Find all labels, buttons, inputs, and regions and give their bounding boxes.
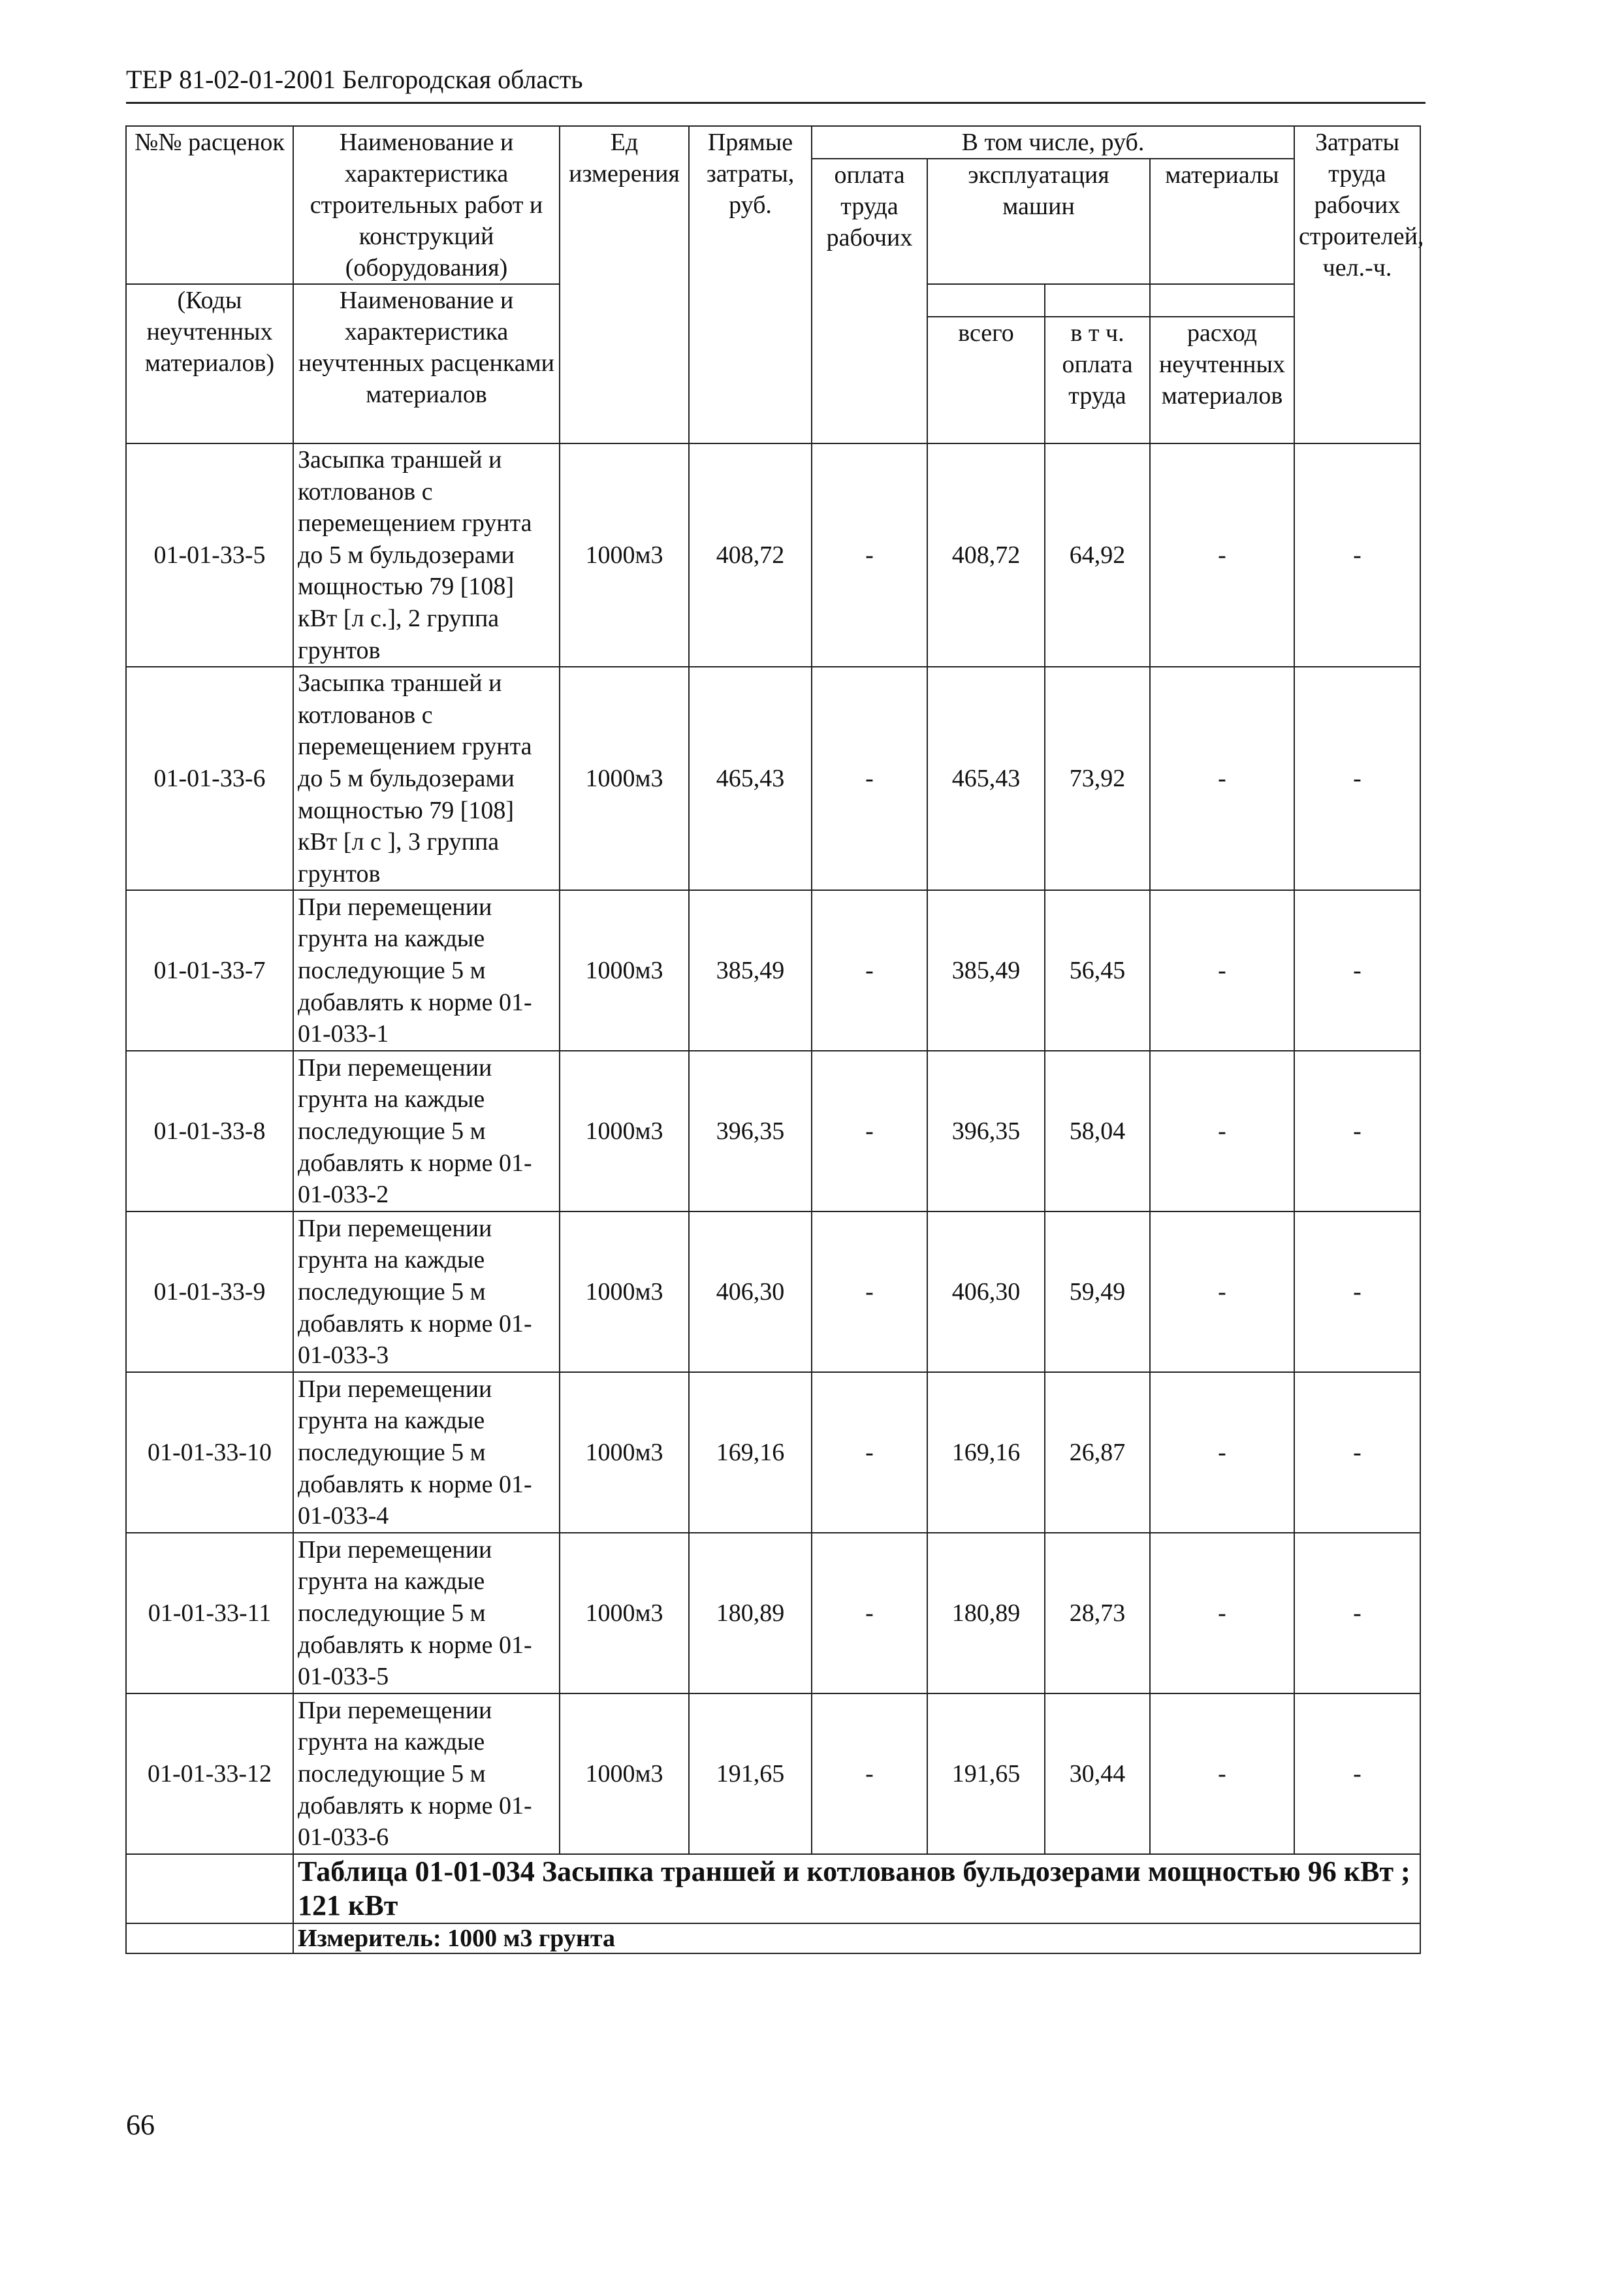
row-labor: - bbox=[1294, 1372, 1420, 1533]
table-row bbox=[126, 1372, 1420, 1533]
row-materials: - bbox=[1150, 1372, 1294, 1533]
row-wages: - bbox=[812, 1211, 927, 1372]
table-row bbox=[126, 1693, 1420, 1854]
row-name: При перемещении грунта на каждые последующие 5 м добавлять к норме 01-01-033-1 bbox=[293, 890, 560, 1051]
table-row bbox=[126, 890, 1420, 1051]
next-table-measure-row bbox=[126, 1923, 1420, 1953]
header-materials: материалы bbox=[1150, 159, 1294, 284]
row-name: Засыпка траншей и котлованов с перемещением грунта до 5 м бульдозерами мощностью 79 [108] кВт [л с ], 3 группа грунтов bbox=[293, 667, 560, 890]
header-materials-filler bbox=[1150, 284, 1294, 317]
header-code: №№ расценок bbox=[126, 126, 293, 284]
row-unit: 1000м3 bbox=[560, 1051, 689, 1211]
row-materials: - bbox=[1150, 890, 1294, 1051]
header-machines-wages: в т ч. оплата труда bbox=[1045, 317, 1150, 443]
row-code: 01-01-33-8 bbox=[126, 1051, 293, 1211]
next-table-title-row bbox=[126, 1854, 1420, 1923]
header-machine-filler-2 bbox=[1045, 284, 1150, 317]
table-row bbox=[126, 1533, 1420, 1693]
header-unit: Ед измерения bbox=[560, 126, 689, 443]
header-rule bbox=[126, 102, 1425, 104]
row-labor: - bbox=[1294, 1693, 1420, 1854]
measure-row-blank bbox=[126, 1923, 293, 1953]
row-direct: 191,65 bbox=[689, 1693, 812, 1854]
row-machines-wages: 58,04 bbox=[1045, 1051, 1150, 1211]
header-machine-filler bbox=[927, 284, 1045, 317]
table-row bbox=[126, 443, 1420, 667]
row-materials: - bbox=[1150, 667, 1294, 890]
running-title: ТЕР 81-02-01-2001 Белгородская область bbox=[126, 65, 583, 94]
row-name: При перемещении грунта на каждые последующие 5 м добавлять к норме 01-01-033-4 bbox=[293, 1372, 560, 1533]
header-machines-total: всего bbox=[927, 317, 1045, 443]
next-table-measure: Измеритель: 1000 м3 грунта bbox=[293, 1923, 1420, 1953]
row-wages: - bbox=[812, 1372, 927, 1533]
row-wages: - bbox=[812, 1693, 927, 1854]
row-wages: - bbox=[812, 1533, 927, 1693]
row-unit: 1000м3 bbox=[560, 1533, 689, 1693]
table-row bbox=[126, 667, 1420, 890]
row-machines-total: 385,49 bbox=[927, 890, 1045, 1051]
header-wages: оплата труда рабочих bbox=[812, 159, 927, 443]
header-row-1 bbox=[126, 126, 1420, 159]
header-machines: эксплуатация машин bbox=[927, 159, 1150, 284]
row-machines-total: 408,72 bbox=[927, 443, 1045, 667]
row-machines-wages: 26,87 bbox=[1045, 1372, 1150, 1533]
rates-table bbox=[125, 125, 1424, 1954]
row-wages: - bbox=[812, 667, 927, 890]
row-machines-wages: 73,92 bbox=[1045, 667, 1150, 890]
row-labor: - bbox=[1294, 1211, 1420, 1372]
row-code: 01-01-33-10 bbox=[126, 1372, 293, 1533]
row-labor: - bbox=[1294, 667, 1420, 890]
header-direct-costs: Прямые затраты, руб. bbox=[689, 126, 812, 443]
row-name: При перемещении грунта на каждые последующие 5 м добавлять к норме 01-01-033-3 bbox=[293, 1211, 560, 1372]
row-machines-wages: 28,73 bbox=[1045, 1533, 1150, 1693]
row-direct: 406,30 bbox=[689, 1211, 812, 1372]
row-labor: - bbox=[1294, 1051, 1420, 1211]
row-machines-wages: 64,92 bbox=[1045, 443, 1150, 667]
row-materials: - bbox=[1150, 1211, 1294, 1372]
row-code: 01-01-33-11 bbox=[126, 1533, 293, 1693]
header-including: В том числе, руб. bbox=[812, 126, 1294, 159]
row-wages: - bbox=[812, 890, 927, 1051]
row-materials: - bbox=[1150, 1051, 1294, 1211]
row-machines-wages: 30,44 bbox=[1045, 1693, 1150, 1854]
table-row bbox=[126, 1211, 1420, 1372]
row-machines-total: 169,16 bbox=[927, 1372, 1045, 1533]
row-machines-total: 465,43 bbox=[927, 667, 1045, 890]
row-name: При перемещении грунта на каждые последующие 5 м добавлять к норме 01-01-033-2 bbox=[293, 1051, 560, 1211]
row-machines-total: 191,65 bbox=[927, 1693, 1045, 1854]
row-unit: 1000м3 bbox=[560, 667, 689, 890]
row-unit: 1000м3 bbox=[560, 1211, 689, 1372]
next-table-title: Таблица 01-01-034 Засыпка траншей и котлованов бульдозерами мощностью 96 кВт ; 121 кВт bbox=[293, 1854, 1420, 1923]
header-code-extra: (Коды неучтенных материалов) bbox=[126, 284, 293, 443]
row-code: 01-01-33-6 bbox=[126, 667, 293, 890]
title-row-blank bbox=[126, 1854, 293, 1923]
row-materials: - bbox=[1150, 443, 1294, 667]
header-name: Наименование и характеристика строительных работ и конструкций (оборудования) bbox=[293, 126, 560, 284]
row-labor: - bbox=[1294, 1533, 1420, 1693]
row-unit: 1000м3 bbox=[560, 890, 689, 1051]
row-direct: 396,35 bbox=[689, 1051, 812, 1211]
row-code: 01-01-33-7 bbox=[126, 890, 293, 1051]
row-materials: - bbox=[1150, 1533, 1294, 1693]
row-labor: - bbox=[1294, 890, 1420, 1051]
page-number: 66 bbox=[126, 2109, 155, 2141]
row-wages: - bbox=[812, 1051, 927, 1211]
row-name: При перемещении грунта на каждые последующие 5 м добавлять к норме 01-01-033-6 bbox=[293, 1693, 560, 1854]
row-machines-total: 396,35 bbox=[927, 1051, 1045, 1211]
row-direct: 408,72 bbox=[689, 443, 812, 667]
row-code: 01-01-33-5 bbox=[126, 443, 293, 667]
row-direct: 385,49 bbox=[689, 890, 812, 1051]
header-name-extra: Наименование и характеристика неучтенных расценками материалов bbox=[293, 284, 560, 443]
header-labor-costs: Затраты труда рабочих строителей, чел.-ч. bbox=[1294, 126, 1420, 443]
row-direct: 180,89 bbox=[689, 1533, 812, 1693]
row-machines-wages: 59,49 bbox=[1045, 1211, 1150, 1372]
row-machines-wages: 56,45 bbox=[1045, 890, 1150, 1051]
row-machines-total: 180,89 bbox=[927, 1533, 1045, 1693]
row-name: Засыпка траншей и котлованов с перемещением грунта до 5 м бульдозерами мощностью 79 [108] кВт [л с.], 2 группа грунтов bbox=[293, 443, 560, 667]
row-name: При перемещении грунта на каждые последующие 5 м добавлять к норме 01-01-033-5 bbox=[293, 1533, 560, 1693]
row-machines-total: 406,30 bbox=[927, 1211, 1045, 1372]
row-unit: 1000м3 bbox=[560, 443, 689, 667]
row-code: 01-01-33-9 bbox=[126, 1211, 293, 1372]
row-unit: 1000м3 bbox=[560, 1372, 689, 1533]
row-materials: - bbox=[1150, 1693, 1294, 1854]
row-wages: - bbox=[812, 443, 927, 667]
header-unaccounted-materials: расход неучтенных материалов bbox=[1150, 317, 1294, 443]
row-direct: 465,43 bbox=[689, 667, 812, 890]
row-labor: - bbox=[1294, 443, 1420, 667]
row-unit: 1000м3 bbox=[560, 1693, 689, 1854]
row-direct: 169,16 bbox=[689, 1372, 812, 1533]
row-code: 01-01-33-12 bbox=[126, 1693, 293, 1854]
table-row bbox=[126, 1051, 1420, 1211]
